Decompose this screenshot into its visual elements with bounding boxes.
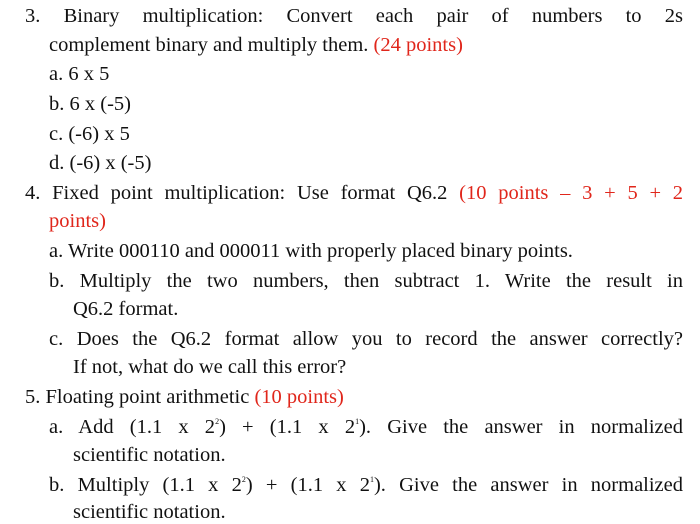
question-5-item-b <box>49 473 683 497</box>
question-4-item-c <box>49 327 683 351</box>
question-5-line1 <box>25 385 344 409</box>
question-3-points: (24 points) <box>373 34 463 56</box>
question-5-text: Floating point arithmetic <box>45 386 250 408</box>
exponent: 2 <box>215 417 220 426</box>
question-3-item-c <box>49 122 130 146</box>
item-text-mid: ) + (1.1 x 2 <box>219 416 356 438</box>
question-4-number: 4. <box>25 182 41 204</box>
question-4-points-cont: points) <box>49 210 106 232</box>
question-3-item-a <box>49 62 109 86</box>
exponent: 1 <box>369 475 374 484</box>
question-4-text: Fixed point multiplication: Use format Q6.2 <box>52 182 448 204</box>
item-text: (-6) x (-5) <box>69 152 152 174</box>
item-text: 6 x (-5) <box>69 93 131 115</box>
item-text-post: ). Give the answer in normalized <box>359 416 684 438</box>
item-label: a. <box>49 416 64 438</box>
question-3-text: Binary multiplication: Convert each pair of numbers to 2s <box>63 5 683 27</box>
item-label: b. <box>49 474 65 496</box>
question-5-number: 5. <box>25 386 41 408</box>
question-4-item-b-cont: Q6.2 format. <box>73 298 179 320</box>
item-text: Does the Q6.2 format allow you to record the answer correctly? <box>76 328 683 350</box>
question-3-line2 <box>49 33 463 57</box>
question-3-item-d <box>49 151 151 175</box>
item-label: d. <box>49 152 65 174</box>
question-5-points: (10 points) <box>254 386 344 408</box>
question-4-item-a <box>49 239 573 263</box>
question-3-text-cont: complement binary and multiply them. <box>49 34 369 56</box>
item-text-post: ). Give the answer in normalized <box>373 474 684 496</box>
item-text: (-6) x 5 <box>68 123 130 145</box>
question-4-line1 <box>25 181 683 205</box>
question-5-item-b-cont: scientific notation. <box>73 501 226 523</box>
question-4-item-b <box>49 269 683 293</box>
item-label: b. <box>49 270 65 292</box>
question-4-item-c-cont: If not, what do we call this error? <box>73 356 347 378</box>
item-text-pre: Add (1.1 x 2 <box>78 416 216 438</box>
item-text-mid: ) + (1.1 x 2 <box>245 474 370 496</box>
item-text: 6 x 5 <box>68 63 110 85</box>
item-label: c. <box>49 123 64 145</box>
item-label: c. <box>49 328 64 350</box>
item-text-pre: Multiply (1.1 x 2 <box>77 474 242 496</box>
exponent: 1 <box>355 417 360 426</box>
item-text: Multiply the two numbers, then subtract 1. Write the result in <box>79 270 684 292</box>
question-3-line1 <box>25 4 683 28</box>
item-label: a. <box>49 63 64 85</box>
question-5-item-a-cont: scientific notation. <box>73 444 226 466</box>
item-label: a. <box>49 240 64 262</box>
question-3-number: 3. <box>25 5 41 27</box>
item-label: b. <box>49 93 65 115</box>
question-5-item-a <box>49 415 683 439</box>
question-3-item-b <box>49 92 131 116</box>
item-text: Write 000110 and 000011 with properly placed binary points. <box>68 240 573 262</box>
exponent: 2 <box>241 475 246 484</box>
question-4-points: (10 points – 3 + 5 + 2 <box>459 182 684 204</box>
